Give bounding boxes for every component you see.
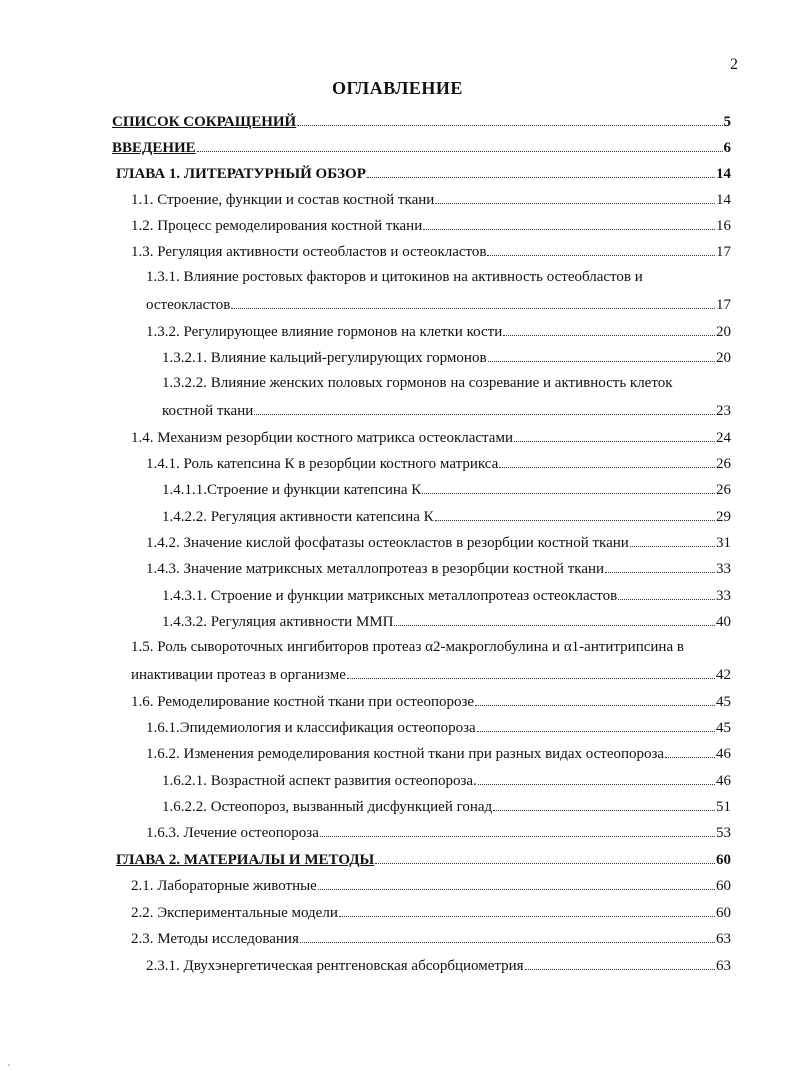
toc-entry-page: 60 <box>716 852 731 868</box>
toc-entry-1-5[interactable] <box>131 660 731 686</box>
toc-entry-label: 1.4. Механизм резорбции костного матрикса остеокластами <box>131 430 513 446</box>
dot-leader <box>514 423 715 442</box>
toc-entry-label: 1.6.3. Лечение остеопороза <box>146 825 319 841</box>
toc-entry-page: 24 <box>716 430 731 446</box>
toc-entry-1-2[interactable] <box>131 211 731 237</box>
toc-entry-1-4-2-2[interactable] <box>162 502 731 528</box>
dot-leader <box>367 159 715 178</box>
dot-leader <box>488 343 715 362</box>
toc-entry-page: 17 <box>716 297 731 313</box>
dot-leader <box>297 107 722 126</box>
dot-leader <box>499 449 715 468</box>
toc-entry-page: 14 <box>716 192 731 208</box>
toc-entry-page: 45 <box>716 720 731 736</box>
toc-entry-page: 29 <box>716 509 731 525</box>
toc-entry-1-4-1[interactable] <box>146 449 731 475</box>
toc-entry-label: 2.2. Экспериментальные модели <box>131 905 338 921</box>
toc-entry-1-3-2[interactable] <box>146 317 731 343</box>
dot-leader <box>231 290 715 309</box>
dot-leader <box>665 739 715 758</box>
toc-entry-label: ГЛАВА 1. ЛИТЕРАТУРНЫЙ ОБЗОР <box>116 166 366 182</box>
toc-entry-page: 46 <box>716 773 731 789</box>
toc-entry-label: 1.4.2.2. Регуляция активности катепсина К <box>162 509 434 525</box>
dot-leader <box>375 845 715 864</box>
toc-entry-page: 42 <box>716 667 731 683</box>
toc-entry-1-3-2-2[interactable] <box>162 396 731 422</box>
toc-entry-page: 6 <box>723 140 731 156</box>
toc-entry-page: 63 <box>716 958 731 974</box>
toc-entry-abbreviations[interactable] <box>112 107 731 133</box>
toc-entry-page: 45 <box>716 694 731 710</box>
toc-entry-1-5-line1[interactable]: 1.5. Роль сывороточных ингибиторов протеаз α2-макроглобулина и α1-антитрипсина в <box>131 639 684 655</box>
toc-entry-1-4-3-2[interactable] <box>162 607 731 633</box>
dot-leader <box>435 185 715 204</box>
page-number: 2 <box>730 56 738 73</box>
dot-leader <box>197 133 723 152</box>
toc-entry-label: инактивации протеаз в организме <box>131 667 346 683</box>
toc-entry-introduction[interactable] <box>112 133 731 159</box>
toc-entry-page: 60 <box>716 905 731 921</box>
toc-entry-label: 1.6.2. Изменения ремоделирования костной ткани при разных видах остеопороза <box>146 746 665 762</box>
toc-entry-2-3[interactable] <box>131 924 731 950</box>
toc-entry-page: 53 <box>716 825 731 841</box>
toc-entry-1-6-3[interactable] <box>146 818 731 844</box>
toc-entry-label: 1.2. Процесс ремоделирования костной ткани <box>131 218 423 234</box>
toc-entry-label: СПИСОК СОКРАЩЕНИЙ <box>112 114 297 130</box>
dot-leader <box>503 317 715 336</box>
toc-entry-1-3-2-1[interactable] <box>162 343 731 369</box>
dot-leader <box>320 818 715 837</box>
toc-entry-1-6-2-1[interactable] <box>162 766 731 792</box>
toc-entry-page: 23 <box>716 403 731 419</box>
toc-entry-label: 2.3.1. Двухэнергетическая рентгеновская абсорбциометрия <box>146 958 524 974</box>
toc-entry-1-4-1-1[interactable] <box>162 475 731 501</box>
toc-entry-1-3-2-2-line1[interactable]: 1.3.2.2. Влияние женских половых гормонов на созревание и активность клеток <box>162 375 673 391</box>
dot-leader <box>525 951 715 970</box>
dot-leader <box>605 554 715 573</box>
toc-entry-label: 2.3. Методы исследования <box>131 931 299 947</box>
dot-leader <box>254 396 715 415</box>
toc-entry-page: 26 <box>716 456 731 472</box>
toc-entry-1-4-2[interactable] <box>146 528 731 554</box>
toc-entry-page: 20 <box>716 350 731 366</box>
toc-entry-chapter-1[interactable] <box>116 159 731 185</box>
toc-entry-label: остеокластов <box>146 297 231 313</box>
toc-entry-page: 16 <box>716 218 731 234</box>
toc-entry-page: 51 <box>716 799 731 815</box>
toc-entry-1-4[interactable] <box>131 423 731 449</box>
dot-leader <box>630 528 715 547</box>
toc-entry-label: 1.6. Ремоделирование костной ткани при остеопорозе <box>131 694 475 710</box>
toc-entry-2-1[interactable] <box>131 871 731 897</box>
toc-entry-page: 14 <box>716 166 731 182</box>
toc-entry-label: 1.3. Регуляция активности остеобластов и остеокластов <box>131 244 487 260</box>
dot-leader <box>618 581 715 600</box>
toc-entry-1-6-2-2[interactable] <box>162 792 731 818</box>
toc-entry-label: 1.4.3.1. Строение и функции матриксных металлопротеаз остеокластов <box>162 588 618 604</box>
toc-entry-label: ВВЕДЕНИЕ <box>112 140 196 156</box>
toc-entry-label: 1.6.2.2. Остеопороз, вызванный дисфункцией гонад <box>162 799 493 815</box>
dot-leader <box>477 713 715 732</box>
toc-entry-page: 63 <box>716 931 731 947</box>
toc-entry-page: 33 <box>716 561 731 577</box>
dot-leader <box>347 660 715 679</box>
dot-leader <box>422 475 715 494</box>
toc-entry-label: 1.6.2.1. Возрастной аспект развития остеопороза. <box>162 773 477 789</box>
dot-leader <box>478 766 715 785</box>
dot-leader <box>493 792 715 811</box>
toc-entry-1-4-3[interactable] <box>146 554 731 580</box>
toc-entry-1-6[interactable] <box>131 687 731 713</box>
toc-entry-label: 1.6.1.Эпидемиология и классификация остеопороза <box>146 720 476 736</box>
toc-entry-page: 5 <box>723 114 731 130</box>
toc-entry-1-6-2[interactable] <box>146 739 731 765</box>
toc-entry-label: 1.4.1.1.Строение и функции катепсина К <box>162 482 422 498</box>
toc-entry-1-4-3-1[interactable] <box>162 581 731 607</box>
dot-leader <box>423 211 715 230</box>
toc-entry-1-3[interactable] <box>131 237 731 263</box>
toc-entry-page: 46 <box>716 746 731 762</box>
toc-entry-2-3-1[interactable] <box>146 951 731 977</box>
toc-entry-label: 1.4.1. Роль катепсина К в резорбции костного матрикса <box>146 456 499 472</box>
toc-entry-label: 1.4.3.2. Регуляция активности ММП <box>162 614 394 630</box>
dot-leader <box>475 687 715 706</box>
dot-leader <box>394 607 715 626</box>
toc-entry-chapter-2[interactable] <box>116 845 731 871</box>
toc-entry-label: 1.4.3. Значение матриксных металлопротеаз в резорбции костной ткани <box>146 561 605 577</box>
toc-entry-1-3-1-line1[interactable]: 1.3.1. Влияние ростовых факторов и цитокинов на активность остеобластов и <box>146 269 643 285</box>
dot-leader <box>435 502 715 521</box>
toc-entry-page: 33 <box>716 588 731 604</box>
toc-entry-label: 1.4.2. Значение кислой фосфатазы остеокластов в резорбции костной ткани <box>146 535 629 551</box>
scan-mark: ' <box>8 1063 10 1074</box>
toc-entry-page: 20 <box>716 324 731 340</box>
dot-leader <box>487 237 715 256</box>
dot-leader <box>339 898 715 917</box>
toc-entry-page: 31 <box>716 535 731 551</box>
dot-leader <box>300 924 715 943</box>
toc-entry-label: 1.3.2. Регулирующее влияние гормонов на клетки кости <box>146 324 503 340</box>
toc-entry-label: 1.3.2.1. Влияние кальций-регулирующих гормонов <box>162 350 487 366</box>
page-title: ОГЛАВЛЕНИЕ <box>332 78 463 98</box>
toc-entry-1-6-1[interactable] <box>146 713 731 739</box>
toc-entry-label: 2.1. Лабораторные животные <box>131 878 317 894</box>
toc-entry-page: 60 <box>716 878 731 894</box>
dot-leader <box>318 871 715 890</box>
toc-entry-label: 1.1. Строение, функции и состав костной ткани <box>131 192 435 208</box>
toc-entry-label: костной ткани <box>162 403 254 419</box>
toc-entry-page: 40 <box>716 614 731 630</box>
toc-entry-2-2[interactable] <box>131 898 731 924</box>
toc-entry-1-3-1[interactable] <box>146 290 731 316</box>
toc-entry-label: ГЛАВА 2. МАТЕРИАЛЫ И МЕТОДЫ <box>116 852 375 868</box>
toc-entry-page: 26 <box>716 482 731 498</box>
toc-entry-1-1[interactable] <box>131 185 731 211</box>
toc-entry-page: 17 <box>716 244 731 260</box>
